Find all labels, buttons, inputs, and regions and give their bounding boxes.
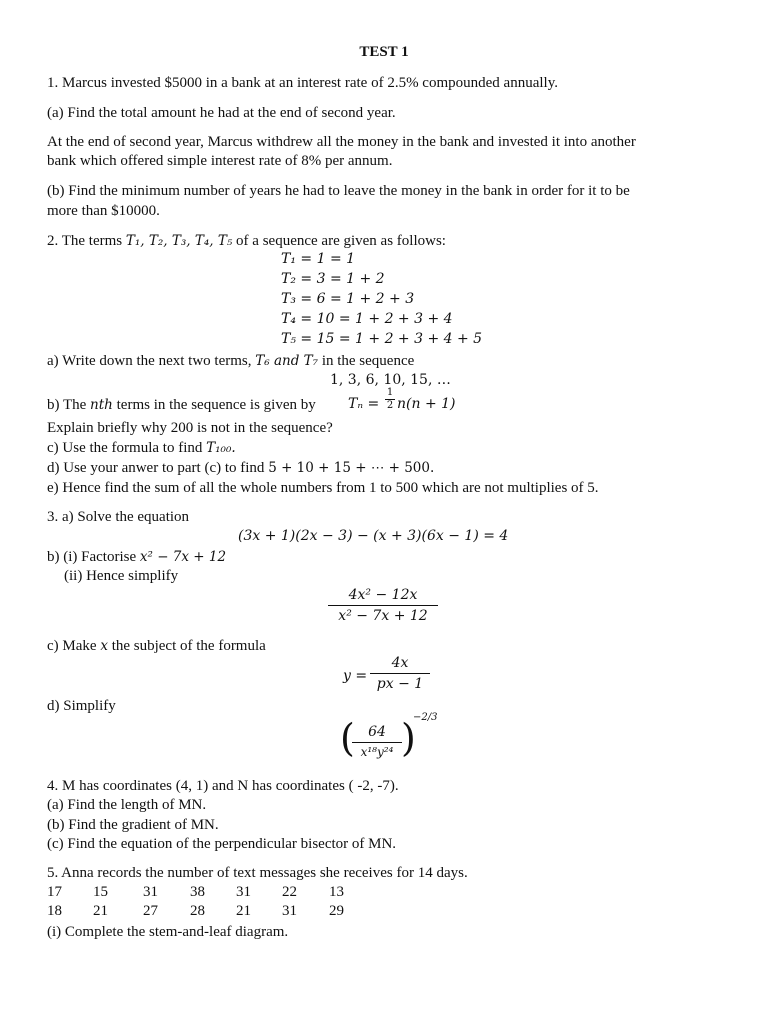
- q5-data-value: 13: [329, 884, 344, 900]
- q2-part-a-pre: a) Write down the next two terms,: [47, 353, 252, 369]
- q1-stem: 1. Marcus invested $5000 in a bank at an interest rate of 2.5% compounded annually.: [47, 75, 558, 91]
- q1-part-b-line2: more than $10000.: [47, 203, 160, 219]
- q5-data-value: 21: [236, 903, 251, 919]
- q4-part-a: (a) Find the length of MN.: [47, 797, 207, 813]
- q3-part-c: [47, 637, 266, 655]
- q3-fraction-3: [352, 724, 402, 759]
- q5-stem: 5. Anna records the number of text messages she receives for 14 days.: [47, 865, 468, 881]
- q3-equation: (3x + 1)(2x − 3) − (x + 3)(6x − 1) = 4: [238, 528, 509, 544]
- q1-part-a: (a) Find the total amount he had at the end of second year.: [47, 105, 396, 121]
- q5-data-value: 18: [47, 903, 62, 919]
- q3-part-bi-pre: b) (i) Factorise: [47, 549, 137, 565]
- q2-formula-rhs: n(n + 1): [397, 396, 456, 412]
- q5-data-value: 28: [190, 903, 205, 919]
- q2-formula-half-den: 2: [386, 400, 394, 411]
- q5-data-value: 22: [282, 884, 297, 900]
- q2-stem-post: of a sequence are given as follows:: [236, 233, 446, 249]
- q3-fraction-1: [328, 587, 438, 624]
- q2-part-a: [47, 352, 414, 370]
- q3-part-a: 3. a) Solve the equation: [47, 509, 190, 525]
- q3-fraction-1-den: x² − 7x + 12: [338, 608, 428, 624]
- q2-term-5: T₅ = 15 = 1 + 2 + 3 + 4 + 5: [281, 331, 483, 347]
- q5-data-value: 17: [47, 884, 62, 900]
- q4-part-c: (c) Find the equation of the perpendicular bisector of MN.: [47, 836, 397, 852]
- q2-terms-math: T₁, T₂, T₃, T₄, T₅: [125, 233, 233, 249]
- q2-part-b-mid: terms in the sequence is given by: [116, 397, 316, 413]
- page-title: TEST 1: [359, 44, 409, 60]
- q2-part-c: [47, 439, 236, 457]
- q5-data-value: 31: [282, 903, 297, 919]
- q2-part-c-pre: c) Use the formula to find: [47, 440, 203, 456]
- q5-part-i: (i) Complete the stem-and-leaf diagram.: [47, 924, 289, 940]
- q2-formula-half: [385, 388, 395, 411]
- q5-data-value: 31: [236, 884, 251, 900]
- q2-part-a-math: T₆ and T₇: [255, 353, 319, 369]
- q2-part-e: e) Hence find the sum of all the whole numbers from 1 to 500 which are not multiplies of 5.: [47, 480, 599, 496]
- q2-part-d-pre: d) Use your anwer to part (c) to find: [47, 460, 265, 476]
- q2-sequence: 1, 3, 6, 10, 15, …: [330, 372, 451, 388]
- q2-part-b-nth: nth: [90, 397, 113, 413]
- q3-fraction-3-num: 64: [368, 724, 386, 740]
- q2-term-2: T₂ = 3 = 1 + 2: [281, 271, 385, 287]
- q4-stem: 4. M has coordinates (4, 1) and N has coordinates ( -2, -7).: [47, 778, 399, 794]
- q1-part-b-line1: (b) Find the minimum number of years he had to leave the money in the bank in order for it to be: [47, 183, 630, 199]
- q3-paren-left: (: [340, 716, 355, 760]
- q1-text-line2: bank which offered simple interest rate of 8% per annum.: [47, 153, 393, 169]
- q4-part-b: (b) Find the gradient of MN.: [47, 817, 219, 833]
- q2-formula-lhs: Tₙ =: [348, 396, 380, 412]
- q3-part-bi-math: x² − 7x + 12: [139, 549, 227, 565]
- q3-exponent: −2/3: [413, 712, 438, 723]
- q3-part-d: d) Simplify: [47, 698, 116, 714]
- q3-fraction-3-bar: [352, 742, 402, 743]
- q5-data-value: 38: [190, 884, 205, 900]
- q2-part-b: [47, 396, 316, 414]
- q2-part-d-math: 5 + 10 + 15 + ⋯ + 500.: [268, 460, 435, 476]
- q2-stem-pre: 2. The terms: [47, 233, 123, 249]
- q3-fraction-2: [370, 655, 430, 692]
- q3-paren-right: ): [401, 716, 416, 760]
- q2-term-3: T₃ = 6 = 1 + 2 + 3: [281, 291, 415, 307]
- q2-part-d: [47, 459, 434, 477]
- q3-fraction-3-den: x¹⁸y²⁴: [360, 745, 394, 759]
- q3-part-c-pre: c) Make: [47, 638, 97, 654]
- q1-text-line1: At the end of second year, Marcus withdrew all the money in the bank and invested it into another: [47, 134, 636, 150]
- q3-fraction-2-num: 4x: [391, 655, 409, 671]
- q2-stem: [47, 232, 446, 250]
- q5-data-value: 29: [329, 903, 344, 919]
- q3-part-c-x: x: [100, 638, 108, 654]
- q2-part-c-math: T₁₀₀.: [206, 440, 236, 456]
- q2-term-4: T₄ = 10 = 1 + 2 + 3 + 4: [281, 311, 453, 327]
- q2-explain: Explain briefly why 200 is not in the sequence?: [47, 420, 333, 436]
- q2-part-a-post: in the sequence: [321, 353, 415, 369]
- q3-fraction-2-bar: [370, 673, 430, 674]
- q5-data-value: 21: [93, 903, 108, 919]
- q3-part-bi: [47, 548, 226, 566]
- q5-data-value: 15: [93, 884, 108, 900]
- q2-formula-half-num: 1: [386, 387, 394, 398]
- q3-part-c-post: the subject of the formula: [111, 638, 266, 654]
- q3-formula-lhs: y =: [343, 668, 368, 684]
- q2-part-b-pre: b) The: [47, 397, 87, 413]
- q3-fraction-1-num: 4x² − 12x: [348, 587, 418, 603]
- q3-fraction-2-den: px − 1: [376, 676, 424, 692]
- q3-part-bii: (ii) Hence simplify: [64, 568, 179, 584]
- q5-data-value: 31: [143, 884, 158, 900]
- q3-fraction-1-bar: [328, 605, 438, 606]
- q2-term-1: T₁ = 1 = 1: [281, 251, 356, 267]
- q5-data-value: 27: [143, 903, 158, 919]
